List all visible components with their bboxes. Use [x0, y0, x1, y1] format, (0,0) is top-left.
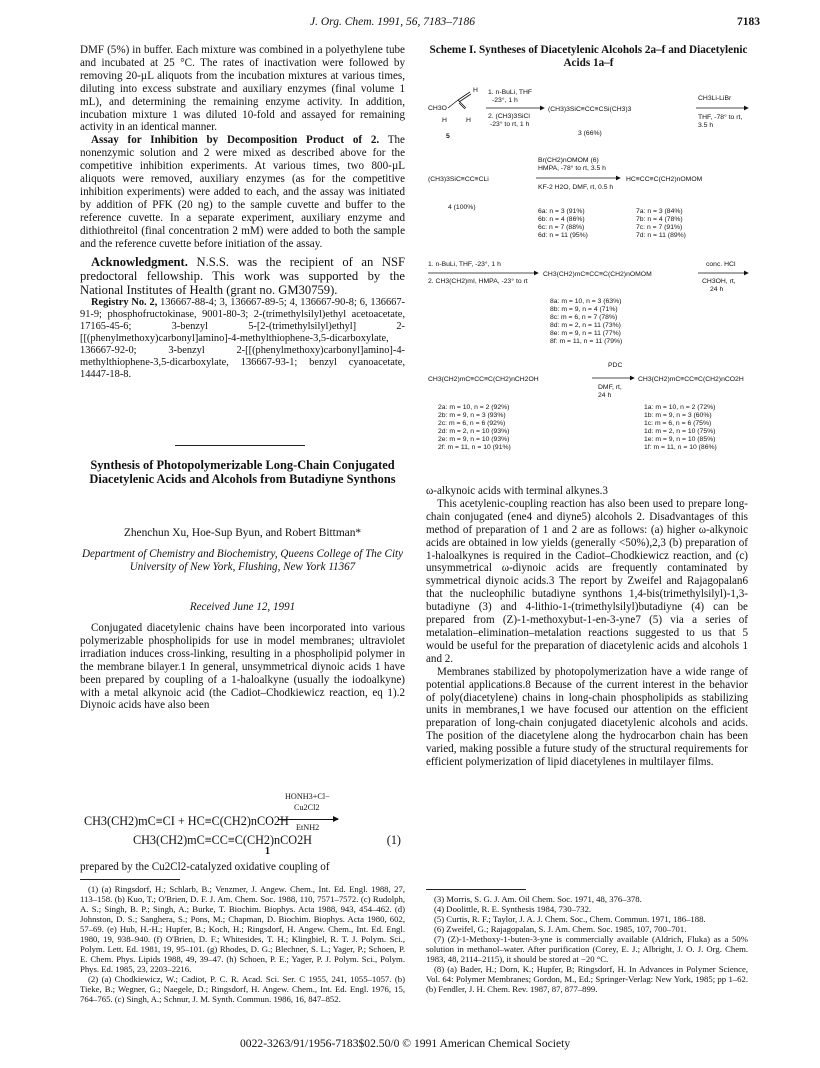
s2-product-7: HC≡CC≡C(CH2)nOMOM — [626, 176, 703, 183]
s1-double-bond-a — [458, 100, 466, 108]
s2-6d: 6d: n = 11 (95%) — [538, 232, 588, 239]
s2-start-4: (CH3)3SiC≡CC≡CLi — [428, 176, 489, 183]
s2-reagent-3: KF-2 H2O, DMF, rt, 0.5 h — [538, 184, 614, 191]
eq-reagent-amine: EtNH2 — [296, 823, 320, 832]
s4-1b: 1b: m = 9, n = 3 (60%) — [644, 412, 712, 419]
scheme-title: Scheme I. Syntheses of Diacetylenic Alcohols 2a–f and Diacetylenic Acids 1a–f — [429, 44, 748, 69]
s3-8f: 8f: m = 11, n = 11 (79%) — [550, 338, 623, 345]
author-affiliation: Department of Chemistry and Biochemistry, Queens College of The City University of New York, Flushing, New York 11367 — [81, 548, 404, 573]
running-header — [80, 16, 760, 34]
s2-7d: 7d: n = 11 (89%) — [636, 232, 686, 239]
eq-reactants: CH3(CH2)mC≡CI + HC≡C(CH2)nCO2H — [84, 814, 289, 828]
s4-reagent-3: 24 h — [598, 392, 612, 399]
s4-1a: 1a: m = 10, n = 2 (72%) — [644, 404, 716, 411]
s4-1e: 1e: m = 9, n = 10 (85%) — [644, 436, 716, 443]
s1-h-terminal: H — [473, 87, 478, 94]
article-title: Synthesis of Photopolymerizable Long-Chain Conjugated Diacetylenic Acids and Alcohols from Butadiyne Synthons — [89, 458, 396, 487]
footnote-1: (1) (a) Ringsdorf, H.; Schlarb, B.; Venzmer, J. Angew. Chem., Int. Ed. Engl. 1988, 27, 113–158. (b) Kuo, T.; O'Brien, D. F. J. Am. Chem. Soc. 1988, 110, 7571–7572. (c) Rudolph, A. S.; Singh, B. P.; Singh, A.; Burke, T. Biochim. Biophys. Acta 1988, 943, 454–462. (d) Johnston, D. S.; Sanghera, S.; Pons, M.; Chapman, D. Biochim. Biophys. Acta 1980, 602, 57–69. (e) Hub, H.-H.; Hupfer, B.; Koch, H.; Ringsdorf, H. Angew. Chem., Int. Ed. Engl. 1980, 19, 938–940. (f) O'Brien, D. F.; Whitesides, T. H.; Klingbiel, R. T. J. Polym. Sci., Polym. Lett. Ed. 1981, 19, 95–101. (g) Rhodes, D. G.; Blechner, S. L.; Yager, P.; Schoen, P. E. Chem. Phys. Lipids 1988, 49, 39–47. (h) Schoen, P. E.; Yager, P. J. Polym. Sci., Polym. Phys. Ed. 1985, 23, 2203–2216. — [80, 884, 405, 974]
section-divider — [175, 445, 305, 446]
s3-reagent-4: CH3OH, rt, — [702, 278, 736, 285]
s3-reagent-5: 24 h — [710, 286, 724, 293]
footnote-8: (8) (a) Bader, H.; Dorn, K.; Hupfer, B; Ringsdorf, H. In Advances in Polymer Science, Vol. 64: Polymer Membranes; Gordon, M., Ed.; Springer-Verlag: New York, 1985; pp 1–62. (b) Fendler, J. H. Chem. Rev. 1987, 87, 877–899. — [426, 964, 748, 994]
registry-text: 136667-88-4; 3, 136667-89-5; 4, 136667-90-8; 6, 136667-91-9; phosphofructokinase, 9001-80-3; 2-(trimethylsilyl)ethyl acetoacetate, 17165-45-6; 3-benzyl 5-[2-(trimethylsilyl)ethyl] 2-[[(phenylmethoxy)carbonyl]amino]-4-methylthiophene-3,5-dicarboxylate, 136667-92-0; 3-benzyl 2-[[(phenylmethoxy)carbonyl]amino]-4-methylthiophene-3,5-dicarboxylate, 136667-93-1; benzyl cyanoacetate, 14447-18-8. — [80, 296, 406, 381]
article-authors: Zhenchun Xu, Hoe-Sup Byun, and Robert Bittman* — [123, 527, 362, 539]
prep-sentence: prepared by the Cu2Cl2-catalyzed oxidative coupling of — [80, 861, 330, 873]
s4-reagent-1: PDC — [608, 362, 623, 369]
s4-2e: 2e: m = 9, n = 10 (93%) — [438, 436, 510, 443]
eq-reagent-catalyst: Cu2Cl2 — [294, 803, 320, 812]
page-number: 7183 — [737, 16, 760, 28]
s1-h-left: H — [442, 117, 447, 124]
s1-reagent-3: 2. (CH3)3SiCl — [488, 113, 530, 120]
assay-text: The nonenzymic solution and 2 were mixed as described above for the competitive inhibition experiments. At various times, two 800-µL aliquots were removed, auxiliary enzymes (as for the competitive inhibition experiments) were added to each, and the assay was initiated by addition of PFK (20 ng) to the sample cuvette and buffer to the reference cuvette. In a separate experiment, auxiliary enzyme and dithiothreitol (final concentration 2 mM) were added to both the sample and the reference cuvette before initiation of the assay. — [80, 134, 405, 250]
s1-reagent-6: THF, -78° to rt, — [698, 114, 743, 121]
s3-8c: 8c: m = 6, n = 7 (78%) — [550, 314, 618, 321]
s3-reagent-3: conc. HCl — [706, 261, 736, 268]
s2-reagent-1: Br(CH2)nOMOM (6) — [538, 157, 599, 164]
reaction-arrow — [278, 819, 338, 820]
s3-8e: 8e: m = 9, n = 11 (77%) — [550, 330, 621, 337]
scheme-diagram — [426, 80, 751, 476]
s2-7a: 7a: n = 3 (84%) — [636, 208, 683, 215]
s3-reagent-1: 1. n-BuLi, THF, -23°, 1 h — [428, 261, 501, 268]
footnote-3: (3) Morris, S. G. J. Am. Oil Chem. Soc. 1971, 48, 376–378. — [434, 894, 642, 904]
left-column-top — [80, 44, 405, 381]
equation-number: (1) — [386, 833, 401, 847]
s1-reagent-7: 3.5 h — [698, 122, 714, 129]
registry-heading: Registry No. 2, — [91, 296, 158, 308]
s1-methoxy: CH3O — [428, 105, 447, 112]
equation-1 — [80, 792, 405, 857]
s3-8b: 8b: m = 9, n = 4 (71%) — [550, 306, 618, 313]
footnote-7: (7) (Z)-1-Methoxy-1-buten-3-yne is commercially available (Aldrich, Fluka) as a 50% solution in methanol–water. After purification (Corey, E. J.; Albright, J. O. J. Org. Chem. 1983, 48, 2114–2115), it should be stored at −20 °C. — [426, 934, 748, 964]
paragraph-assay — [80, 134, 405, 250]
s1-product-3: (CH3)3SiC≡CC≡CSi(CH3)3 — [548, 106, 632, 113]
journal-citation: J. Org. Chem. 1991, 56, 7183–7186 — [310, 16, 476, 28]
footnotes-right — [426, 894, 748, 994]
s3-reagent-2: 2. CH3(CH2)mI, HMPA, -23° to rt — [428, 278, 528, 285]
s4-2a: 2a: m = 10, n = 2 (92%) — [438, 404, 510, 411]
acknowledgment-text: N.S.S. was the recipient of an NSF predoctoral fellowship. This work was supported by the National Institutes of Health (grant no. GM30759). — [80, 254, 405, 297]
s2-6a: 6a: n = 3 (91%) — [538, 208, 585, 215]
intro-paragraph: Conjugated diacetylenic chains have been incorporated into various polymerizable phospholipids for use in model membranes; ultraviolet irradiation induces cross-linking, resulting in a phospholipid polymer in the membrane bilayer.1 In general, unsymmetrical diynoic acids 1 have been prepared by coupling of a 1-haloalkyne (usually the iodoalkyne) with a metal alkynoic acid (the Cadiot–Chodkiewicz reaction, eq 1).2 Diynoic acids have also been — [80, 622, 405, 712]
s2-7c: 7c: n = 7 (91%) — [636, 224, 683, 231]
s3-product-8: CH3(CH2)mC≡CC≡C(CH2)nOMOM — [543, 271, 652, 278]
eq-reagent-hydroxylamine: HONH3+Cl− — [285, 792, 330, 801]
s2-7b: 7b: n = 4 (78%) — [636, 216, 683, 223]
s2-6c: 6c: n = 7 (88%) — [538, 224, 585, 231]
s2-yield-4: 4 (100%) — [448, 204, 476, 211]
footnote-6: (6) Zweifel, G.; Rajagopalan, S. J. Am. Chem. Soc. 1985, 107, 700–701. — [434, 924, 687, 934]
s4-1d: 1d: m = 2, n = 10 (75%) — [644, 428, 716, 435]
right-paragraph-2: This acetylenic-coupling reaction has also been used to prepare long-chain conjugated (ene4 and diyne5) alcohols 2. Disadvantages of this method of preparation of 1 and 2 are as follows: (a) higher ω-alkynoic acids are obtained in low yields (generally <50%),2,3 (b) preparation of 1-haloalkynes is required in the Cadiot–Chodkiewicz reaction, and (c) unsymmetrical ω-diynoic acids are frequently contaminated by symmetrical diynoic acids.3 The report by Zweifel and Rajagopalan6 that the nucleophilic butadiyne synthons 1,4-bis(trimethylsilyl)-1,3-butadiyne (3) and 4-lithio-1-(trimethylsilyl)butadiyne (4) can be prepared from (Z)-1-methoxybut-1-en-3-yne7 (5) via a series of metalation–elimination–metalation reactions suggested to us that 5 would be useful for the preparation of diacetylenic acids and alcohols 1 and 2. — [426, 497, 748, 665]
paragraph-continuation: DMF (5%) in buffer. Each mixture was combined in a polyethylene tube and incubated at 25 °C. The rates of inactivation were followed by removing 20-µL aliquots from the incubation mixtures at various times, diluting into excess substrate and auxiliary enzymes (final volume 1 mL), and determining the remaining enzyme activity. In addition, incubation mixture 1 was diluted 10-fold and assayed for remaining activity in an identical manner. — [80, 44, 405, 134]
s4-reagent-2: DMF, rt, — [598, 384, 622, 391]
s4-1f: 1f: m = 11, n = 10 (86%) — [644, 444, 717, 451]
right-paragraph-1: ω-alkynoic acids with terminal alkynes.3 — [426, 485, 608, 497]
s3-8d: 8d: m = 2, n = 11 (73%) — [550, 322, 621, 329]
footnote-rule-right — [426, 889, 526, 890]
section-heading-assay: Assay for Inhibition by Decomposition Product of 2. — [91, 134, 380, 147]
registry-numbers — [80, 297, 405, 382]
acknowledgment — [80, 255, 405, 297]
right-paragraph-3: Membranes stabilized by photopolymerization have a wide range of potential applications.8 Because of the current interest in the behavior of poly(diacetylene) chains in long-chain phospholipids as stabilizing units in membranes,1 we have focused our attention on the efficient preparation of long-chain conjugated diacetylenic alcohols and acids. The position of the diacetylene along the hydrocarbon chain has been varied, making possible a future study of the structural requirements for efficient polymerization of lipid diacetylenes in multilayer films. — [426, 665, 748, 769]
s1-reagent-5: CH3Li-LiBr — [698, 95, 732, 102]
received-date: Received June 12, 1991 — [189, 601, 296, 613]
s4-2b: 2b: m = 9, n = 3 (93%) — [438, 412, 506, 419]
s4-2f: 2f: m = 11, n = 10 (91%) — [438, 444, 511, 451]
s1-bond-1 — [448, 100, 458, 108]
scheme-1 — [426, 44, 751, 474]
footnotes-left — [80, 884, 405, 1004]
acknowledgment-heading: Acknowledgment. — [91, 254, 188, 269]
s2-reagent-2: HMPA, -78° to rt, 3.5 h — [538, 165, 606, 172]
eq-product: CH3(CH2)mC≡CC≡C(CH2)nCO2H — [133, 833, 312, 847]
footnote-4: (4) Doolittle, R. E. Synthesis 1984, 730–732. — [434, 904, 592, 914]
s1-reagent-1: 1. n-BuLi, THF — [488, 89, 533, 96]
footnote-5: (5) Curtis, R. F.; Taylor, J. A. J. Chem. Soc., Chem. Commun. 1971, 186–188. — [434, 914, 706, 924]
abstract-column — [80, 622, 405, 712]
s4-1c: 1c: m = 6, n = 6 (75%) — [644, 420, 712, 427]
footnote-2: (2) (a) Chodkiewicz, W.; Cadiot, P. C. R. Acad. Sci. Ser. C 1955, 241, 1055–1057. (b) Tieke, B.; Wegner, G.; Naegele, D.; Ringsdorf, H. Angew. Chem., Int. Ed. Engl. 1976, 15, 764–765. (c) Singh, A.; Schnur, J. M. Synth. Commun. 1986, 16, 847–852. — [80, 974, 405, 1004]
page-footer: 0022-3263/91/1956-7183$02.50/0 © 1991 American Chemical Society — [240, 1037, 571, 1050]
s1-compound-5: 5 — [446, 133, 450, 140]
s4-start-2: CH3(CH2)mC≡CC≡C(CH2)nCH2OH — [428, 376, 539, 383]
eq-compound-number: 1 — [265, 846, 270, 857]
s1-reagent-4: -23° to rt, 1 h — [490, 121, 530, 128]
s1-reagent-2: -23°, 1 h — [492, 97, 518, 104]
s3-8a: 8a: m = 10, n = 3 (63%) — [550, 298, 622, 305]
s4-product-1: CH3(CH2)mC≡CC≡C(CH2)nCO2H — [638, 376, 744, 383]
s4-2c: 2c: m = 6, n = 6 (92%) — [438, 420, 506, 427]
footnote-rule-left — [80, 879, 180, 880]
s1-h-right: H — [466, 117, 471, 124]
s1-yield-3: 3 (66%) — [578, 130, 602, 137]
s4-2d: 2d: m = 2, n = 10 (93%) — [438, 428, 510, 435]
s2-6b: 6b: n = 4 (86%) — [538, 216, 585, 223]
right-column-text — [426, 485, 748, 769]
